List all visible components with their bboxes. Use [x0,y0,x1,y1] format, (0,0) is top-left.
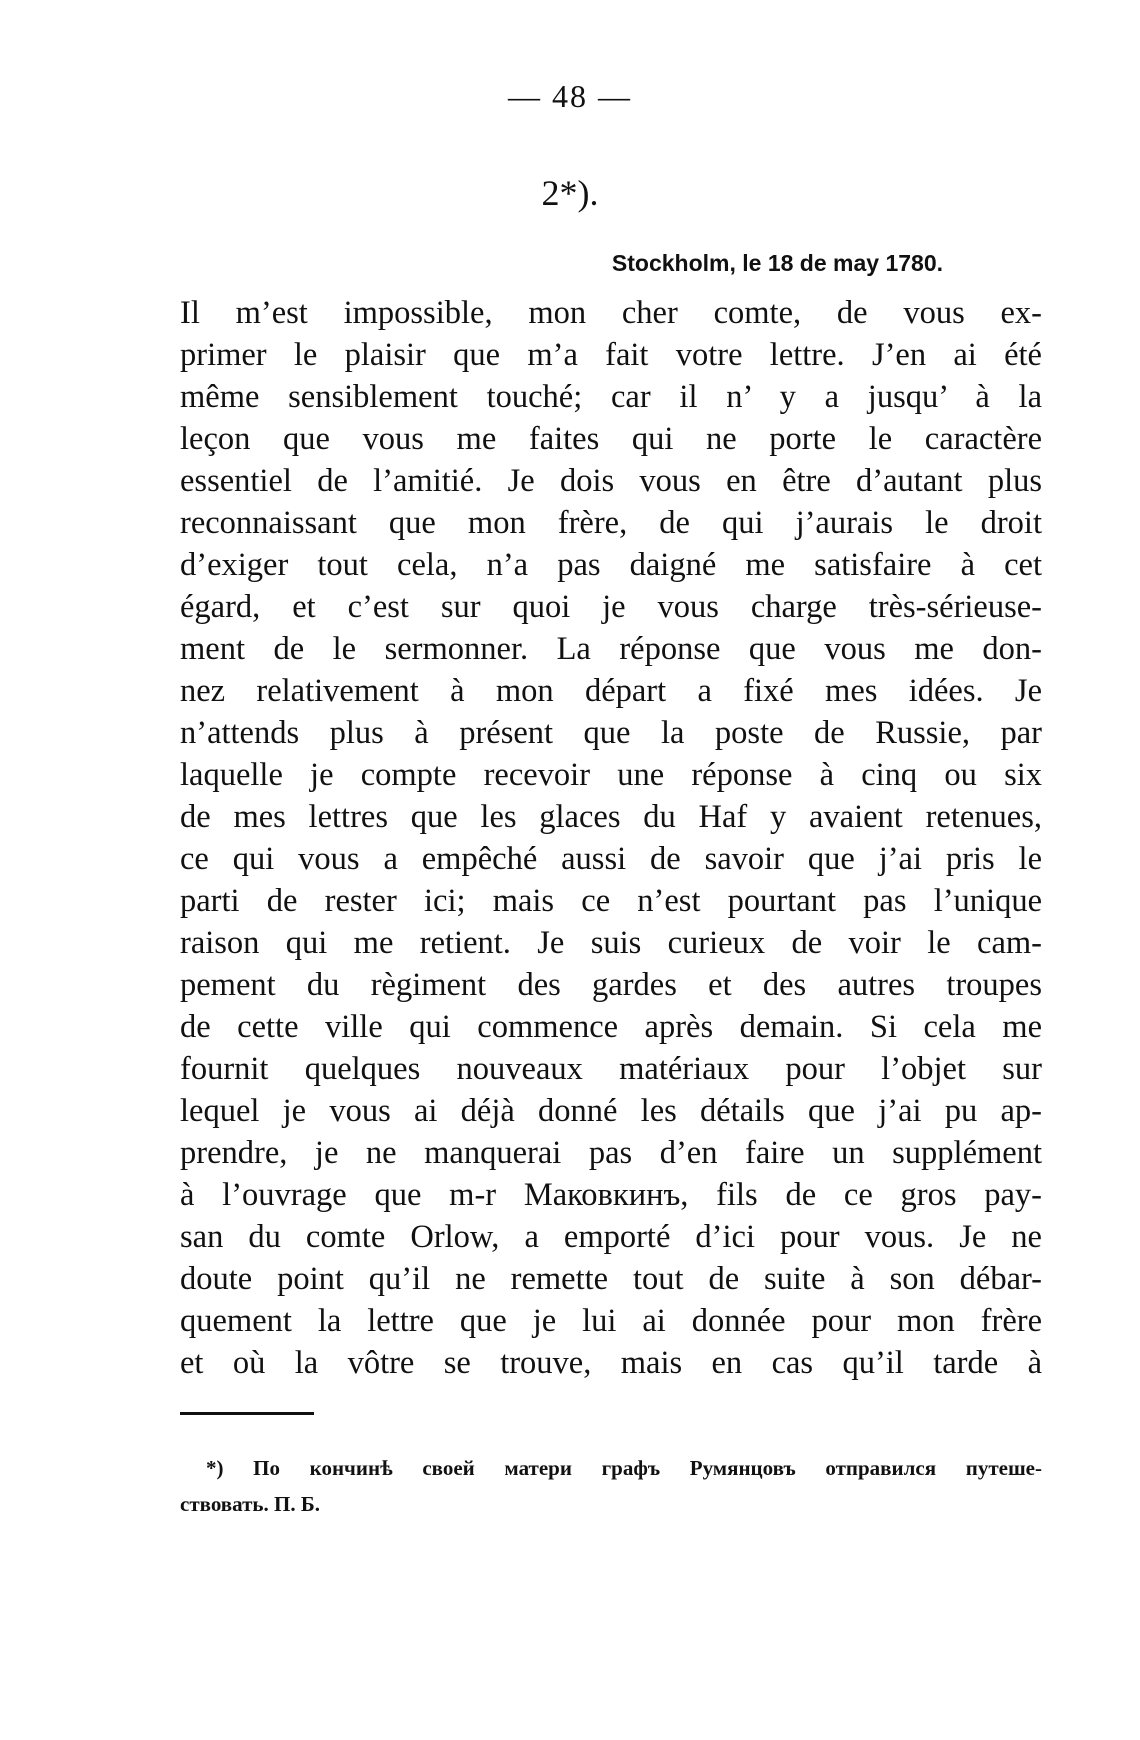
body-line: lequel je vous ai déjà donné les détails que j’ai pu ap- [180,1093,1042,1129]
body-line: ment de le sermonner. La réponse que vous me don- [180,631,1042,667]
body-line: raison qui me retient. Je suis curieux de voir le cam- [180,925,1042,961]
footnote [180,1450,1042,1522]
letter-heading: 2*). [541,173,599,213]
body-line: même sensiblement touché; car il n’ y a jusqu’ à la [180,379,1042,415]
body-line: prendre, je ne manquerai pas d’en faire un supplément [180,1135,1042,1171]
letter-body [180,292,1042,1384]
body-line: ce qui vous a empêché aussi de savoir que j’ai pris le [180,841,1042,877]
body-line: primer le plaisir que m’a fait votre lettre. J’en ai été [180,337,1042,373]
body-line: de mes lettres que les glaces du Haf y avaient retenues, [180,799,1042,835]
body-line: reconnaissant que mon frère, de qui j’aurais le droit [180,505,1042,541]
body-line: san du comte Orlow, a emporté d’ici pour vous. Je ne [180,1219,1042,1255]
body-line: leçon que vous me faites qui ne porte le caractère [180,421,1042,457]
body-line: fournit quelques nouveaux matériaux pour l’objet sur [180,1051,1042,1087]
footnote-line: *) По кончинѣ своей матери графъ Румянцовъ отправился путеше- [206,1456,1042,1480]
body-line: quement la lettre que je lui ai donnée pour mon frère [180,1303,1042,1339]
body-line: de cette ville qui commence après demain. Si cela me [180,1009,1042,1045]
dateline: Stockholm, le 18 de may 1780. [611,250,943,276]
body-line: Il m’est impossible, mon cher comte, de vous ex- [180,295,1042,331]
footnote-divider [180,1412,314,1415]
body-line: nez relativement à mon départ a fixé mes idées. Je [180,673,1042,709]
body-line: n’attends plus à présent que la poste de Russie, par [180,715,1042,751]
body-line: d’exiger tout cela, n’a pas daigné me satisfaire à cet [180,547,1042,583]
body-line: essentiel de l’amitié. Je dois vous en être d’autant plus [180,463,1042,499]
body-line: doute point qu’il ne remette tout de suite à son débar- [180,1261,1042,1297]
page-number: — 48 — [508,78,632,114]
footnote-line: ствовать. П. Б. [180,1492,320,1516]
body-line: parti de rester ici; mais ce n’est pourtant pas l’unique [180,883,1042,919]
body-line: et où la vôtre se trouve, mais en cas qu’il tarde à [180,1345,1042,1381]
body-line: pement du règiment des gardes et des autres troupes [180,967,1042,1003]
body-line: à l’ouvrage que m-r Маковкинъ, fils de ce gros pay- [180,1177,1042,1213]
body-line: laquelle je compte recevoir une réponse à cinq ou six [180,757,1042,793]
body-line: égard, et c’est sur quoi je vous charge très-sérieuse- [180,589,1042,625]
